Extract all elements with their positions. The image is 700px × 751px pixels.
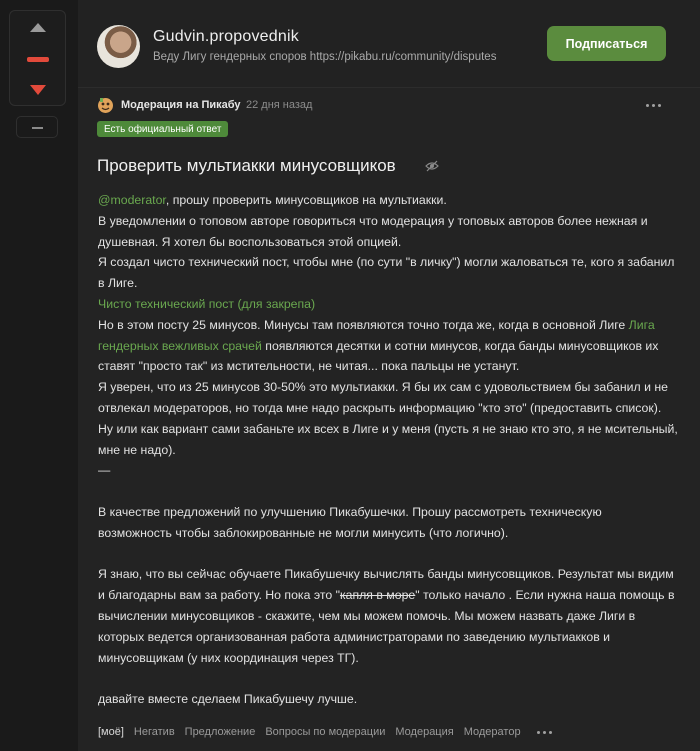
minus-icon (32, 127, 43, 129)
more-options-icon[interactable] (646, 104, 661, 107)
author-header (78, 0, 700, 88)
tag-voprosy-po-moderacii[interactable]: Вопросы по модерации (265, 726, 386, 738)
more-tags-icon[interactable] (537, 731, 552, 734)
community-icon[interactable] (97, 97, 114, 114)
paragraph: Я знаю, что вы сейчас обучаете Пикабушечку вычислять банды минусовщиков. Результат мы видим и благодарны вам за работу. Но пока это "капля в море" только начало . Если нужна наша помощь в вычислении минусовщиков - скажите, чем мы можем помочь. Мы можем назвать даже Лиги в которых ведется организованная работа администраторами по заведению мультиакков и минусовщикам (у них координация через ТГ). (98, 567, 675, 665)
league-link[interactable]: Лига гендерных вежливых срачей (98, 317, 655, 353)
upvote-arrow-icon[interactable] (30, 23, 46, 32)
tag-predlozhenie[interactable]: Предложение (184, 726, 256, 738)
downvote-arrow-icon[interactable] (30, 85, 46, 95)
technical-post-link[interactable]: Чисто технический пост (для закрепа) (98, 296, 316, 311)
eye-off-icon[interactable] (425, 159, 439, 173)
collapse-button[interactable] (16, 116, 58, 138)
paragraph: Но в этом посту 25 минусов. Минусы там появляются точно тогда же, когда в основной Лиге Лига гендерных вежливых срачей появляются десятки и сотни минусов, когда банды минусовщиков их ставят "просто так" из мстительности, не читая... пока пальцы не устанут. (98, 317, 659, 374)
tag-moderator[interactable]: Модератор (463, 726, 521, 738)
paragraph: давайте вместе сделаем Пикабушечу лучше. (98, 692, 358, 707)
tag-moderaciya[interactable]: Модерация (395, 726, 454, 738)
paragraph (98, 294, 678, 315)
author-bio: Веду Лигу гендерных споров https://pikabu.ru/community/disputes (153, 51, 497, 63)
paragraph: В уведомлении о топовом авторе говориться что модерация у топовых авторов более нежная и душевная. Я хотел бы воспользоваться этой опцией. (98, 213, 648, 249)
mention-link[interactable]: @moderator (98, 193, 166, 207)
paragraph: Я создал чисто технический пост, чтобы мне (по сути "в личку") могли жаловаться те, кого я забанил в Лиге. (98, 255, 675, 291)
avatar[interactable] (97, 25, 140, 68)
subscribe-button[interactable]: Подписаться (547, 26, 666, 61)
separator-dash: — (98, 463, 111, 478)
tag-own[interactable]: [моё] (98, 726, 124, 738)
paragraph: @moderator, прошу проверить минусовщиков на мультиакки. (98, 193, 447, 207)
tag-negativ[interactable]: Негатив (133, 726, 175, 738)
post-body (98, 190, 678, 710)
vote-panel (9, 10, 66, 106)
post-title[interactable]: Проверить мультиакки минусовщиков (97, 156, 396, 175)
rating-negative-indicator (27, 57, 49, 62)
post-time: 22 дня назад (246, 99, 313, 111)
paragraph: Я уверен, что из 25 минусов 30-50% это мультиакки. Я бы их сам с удовольствием бы забанил и не отвлекал модераторов, но тогда мне надо раскрыть информацию "кто это" (предоставить список). Ну или как вариант сами забаньте их всех в Лиге и у меня (пусть я не знаю кто это, я не мсительный, мне не надо). (98, 380, 678, 457)
community-name[interactable]: Модерация на Пикабу (121, 99, 241, 111)
author-username[interactable]: Gudvin.propovednik (153, 28, 299, 45)
tag-list (98, 726, 552, 738)
strikethrough-text: капля в море (339, 588, 416, 603)
post-card (78, 88, 700, 751)
paragraph: В качестве предложений по улучшению Пикабушечки. Прошу рассмотреть техническую возможность чтобы заблокированные не могли минусить (что логично). (98, 504, 602, 540)
official-answer-badge: Есть официальный ответ (97, 121, 228, 137)
